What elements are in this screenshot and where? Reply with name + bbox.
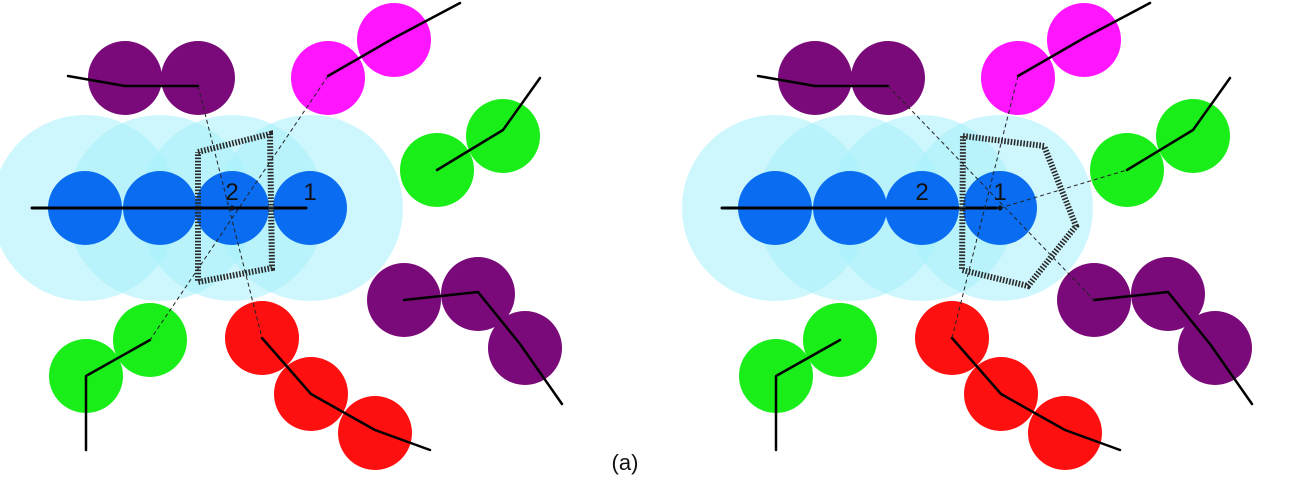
centre-point xyxy=(998,206,1003,211)
panel-right xyxy=(682,3,1252,470)
purple-molecule-right-bead-3 xyxy=(488,311,562,385)
bead-label-2: 2 xyxy=(225,179,239,206)
bead-label-1: 1 xyxy=(303,179,317,206)
magenta-molecule-bead-2 xyxy=(1047,3,1121,77)
bead-label-1: 1 xyxy=(993,179,1007,206)
purple-molecule-top-bead-1 xyxy=(88,41,162,115)
green-molecule-right-bead-2 xyxy=(466,99,540,173)
purple-molecule-right-bead-3 xyxy=(1178,311,1252,385)
red-molecule-bead-3 xyxy=(338,396,412,470)
bead-label-2: 2 xyxy=(915,179,929,206)
purple-molecule-top-bead-2 xyxy=(851,41,925,115)
purple-molecule-top-bead-1 xyxy=(778,41,852,115)
figure-caption: (a) xyxy=(611,450,639,475)
magenta-molecule-bead-1 xyxy=(291,41,365,115)
centre-point xyxy=(230,206,235,211)
purple-molecule-top-bead-2 xyxy=(161,41,235,115)
panel-left xyxy=(0,3,562,470)
magenta-molecule-bead-2 xyxy=(357,3,431,77)
red-molecule-bead-3 xyxy=(1028,396,1102,470)
green-molecule-right-bead-2 xyxy=(1156,99,1230,173)
